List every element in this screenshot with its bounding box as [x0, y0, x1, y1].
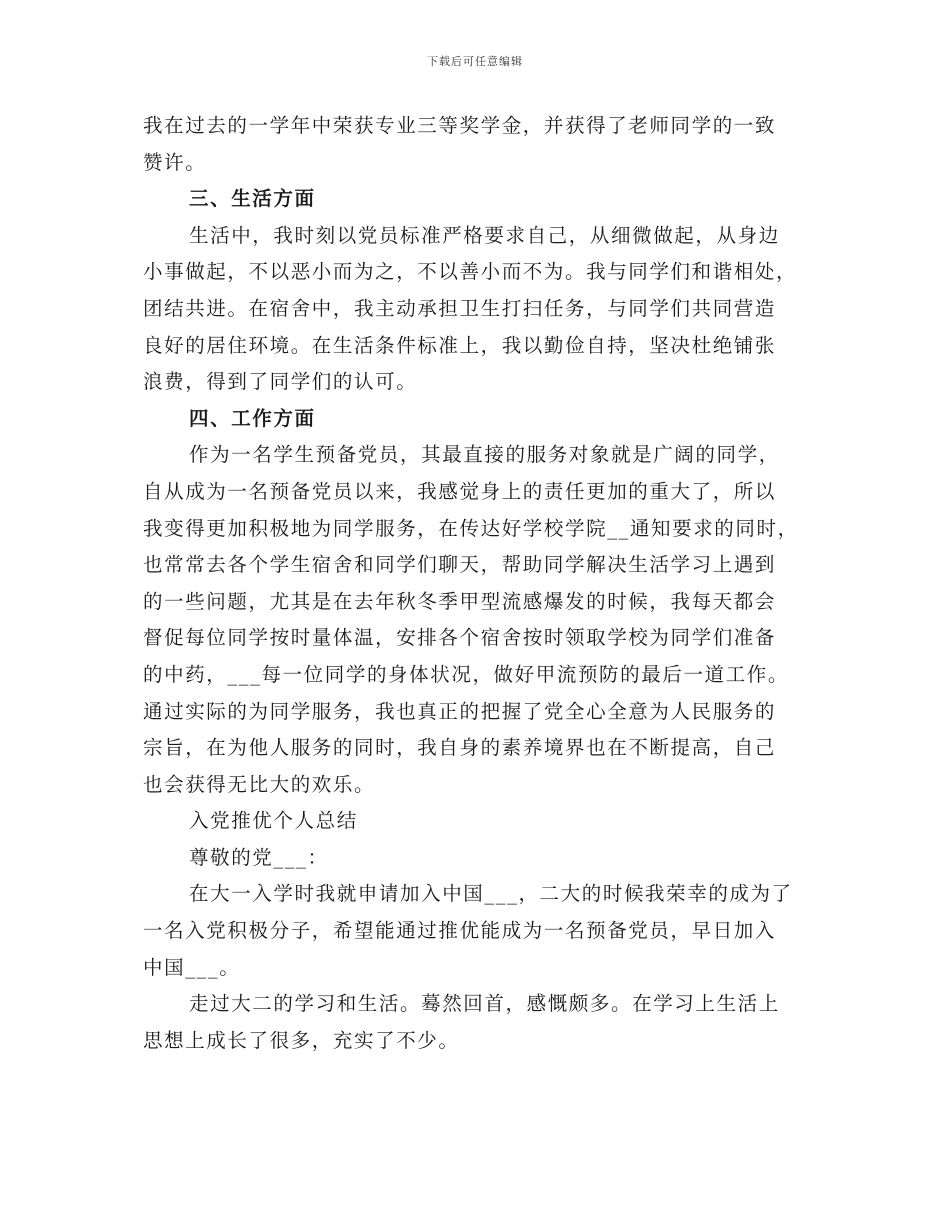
document-body [143, 108, 818, 1059]
text-line: 入党推优个人总结 [189, 809, 358, 833]
text-line: 的一些问题，尤其是在去年秋冬季甲型流感爆发的时候，我每天都会 [143, 589, 777, 613]
text-line: 通过实际的为同学服务，我也真正的把握了党全心全意为人民服务的 [143, 699, 777, 723]
text-line: 赞许。 [143, 150, 207, 174]
text-line: 也常常去各个学生宿舍和同学们聊天，帮助同学解决生活学习上遇到 [143, 553, 777, 577]
text-line: 我变得更加积极地为同学服务，在传达好学校学院__通知要求的同时， [143, 516, 799, 540]
section-heading: 三、生活方面 [189, 187, 316, 211]
text-line: 作为一名学生预备党员，其最直接的服务对象就是广阔的同学， [189, 443, 780, 467]
text-line: 的中药，___每一位同学的身体状况，做好甲流预防的最后一道工作。 [143, 662, 789, 686]
text-line: 尊敬的党___： [189, 845, 329, 869]
text-line: 生活中，我时刻以党员标准严格要求自己，从细微做起，从身边 [189, 223, 780, 247]
text-line: 自从成为一名预备党员以来，我感觉身上的责任更加的重大了，所以 [143, 479, 777, 503]
text-line: 思想上成长了很多，充实了不少。 [143, 1028, 460, 1052]
text-line: 走过大二的学习和生活。蓦然回首，感慨颇多。在学习上生活上 [189, 992, 780, 1016]
text-line: 宗旨，在为他人服务的同时，我自身的素养境界也在不断提高，自己 [143, 736, 777, 760]
text-line: 也会获得无比大的欢乐。 [143, 772, 376, 796]
text-line: 在大一入学时我就申请加入中国___，二大的时候我荣幸的成为了 [189, 882, 793, 906]
text-line: 良好的居住环境。在生活条件标准上，我以勤俭自持，坚决杜绝铺张 [143, 333, 777, 357]
text-line: 小事做起，不以恶小而为之，不以善小而不为。我与同学们和谐相处， [143, 260, 798, 284]
section-heading: 四、工作方面 [189, 406, 316, 430]
page-header: 下载后可任意编辑 [427, 55, 523, 68]
text-line: 一名入党积极分子，希望能通过推优能成为一名预备党员，早日加入 [143, 919, 777, 943]
text-line: 浪费，得到了同学们的认可。 [143, 370, 418, 394]
text-line: 团结共进。在宿舍中，我主动承担卫生打扫任务，与同学们共同营造 [143, 296, 777, 320]
text-line: 我在过去的一学年中荣获专业三等奖学金，并获得了老师同学的一致 [143, 114, 777, 137]
text-line: 督促每位同学按时量体温，安排各个宿舍按时领取学校为同学们准备 [143, 626, 777, 650]
text-line: 中国___。 [143, 955, 241, 979]
